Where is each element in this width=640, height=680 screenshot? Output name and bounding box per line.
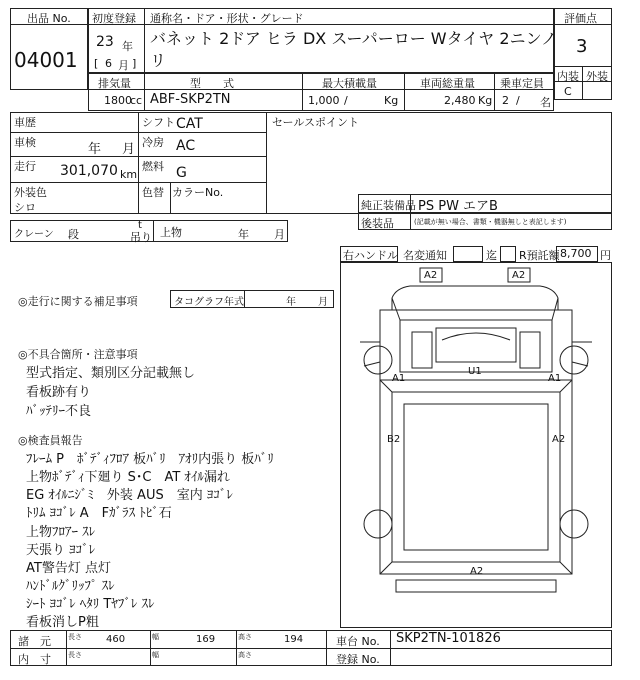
score-label: 評価点 <box>564 12 597 25</box>
max-load: 1,000 <box>308 94 340 107</box>
aftermarket-note: (記載が無い場合、書類・機器無しと表記します) <box>414 218 567 226</box>
car-name-line1: バネット 2ドア ヒラ DX スーパーロー Wタイヤ 2ニンノ <box>150 29 557 48</box>
model-label: 型 式 <box>190 77 234 90</box>
height-value: 194 <box>284 634 304 645</box>
mark-u1: U1 <box>468 366 482 377</box>
reg-month: 6 <box>105 57 112 70</box>
shift-label: シフト <box>142 116 175 129</box>
tachograph-label: タコグラフ年式 <box>174 297 244 308</box>
mark-a2-top-right: A2 <box>512 270 526 281</box>
equipment-label: 純正装備品 <box>361 199 416 212</box>
tachograph-year-unit: 年 <box>286 297 296 308</box>
meter-change-label: 名変通知 <box>403 249 447 262</box>
lot-number: 04001 <box>14 48 78 72</box>
color-code-label: カラーNo. <box>172 186 224 199</box>
aircon-label: 冷房 <box>142 136 164 149</box>
displacement-unit: cc <box>130 94 143 107</box>
mileage-label: 走行 <box>14 160 36 173</box>
aircon-value: AC <box>176 138 196 154</box>
inspector-line: EG ｵｲﾙﾆｼﾞﾐ 外装 AUS 室内 ﾖｺﾞﾚ <box>26 488 233 503</box>
reg-month-close: ] <box>132 57 137 70</box>
rhd-label: 右ハンドル <box>343 249 398 262</box>
int-width-label: 幅 <box>152 651 159 659</box>
inspector-label: ◎検査員報告 <box>18 434 83 447</box>
mark-a1-right: A1 <box>548 373 562 384</box>
max-load-unit: Kg <box>384 94 399 107</box>
exterior-grade-label: 外装 <box>586 70 608 83</box>
mileage-unit: km <box>120 168 138 181</box>
loading-month-unit: 月 <box>274 228 285 241</box>
inspection-year-unit: 年 <box>88 142 102 157</box>
crane-ton-unit: t <box>138 220 142 231</box>
inspector-line: AT警告灯 点灯 <box>26 561 111 576</box>
int-length-label: 長さ <box>68 651 82 659</box>
equipment-value: PS PW エアB <box>418 199 498 214</box>
mark-a2-top-left: A2 <box>424 270 438 281</box>
inspector-line: 上物ﾎﾞﾃﾞｨ下廻り S･C AT ｵｲﾙ漏れ <box>26 470 230 485</box>
capacity-unit: 名 <box>540 96 551 109</box>
defect-line: 型式指定、類別区分記載無し <box>26 366 196 381</box>
interior-grade: C <box>564 85 572 98</box>
reg-month-open: [ <box>94 57 99 70</box>
height-label: 高さ <box>238 633 252 641</box>
fuel-value: G <box>176 165 187 181</box>
interior-dims-label: 内 寸 <box>18 653 51 666</box>
recycle-amount: 8,700 <box>560 247 592 260</box>
max-load-label: 最大積載量 <box>322 77 377 90</box>
capacity-slash: / <box>516 94 520 107</box>
mileage-value: 301,070 <box>60 163 118 179</box>
inspector-line: ﾌﾚｰﾑ P ﾎﾞﾃﾞｨﾌﾛｱ 板ﾊﾞﾘ ｱｵﾘ内張り 板ﾊﾞﾘ <box>26 452 274 467</box>
car-name-line2: リ <box>150 51 167 70</box>
gross-weight: 2,480 <box>444 94 476 107</box>
length-label: 長さ <box>68 633 82 641</box>
inspector-line: 天張り ﾖｺﾞﾚ <box>26 543 96 558</box>
sales-point-label: セールスポイント <box>272 116 360 129</box>
lot-no-label: 出品 No. <box>27 12 71 25</box>
width-label: 幅 <box>152 633 159 641</box>
tachograph-month-unit: 月 <box>318 297 328 308</box>
int-height-label: 高さ <box>238 651 252 659</box>
aftermarket-label: 後装品 <box>361 217 394 230</box>
driving-label: ◎走行に関する補足事項 <box>18 295 138 308</box>
inspector-line: ﾄﾘﾑ ﾖｺﾞﾚ A Fｶﾞﾗｽ ﾄﾋﾞ石 <box>26 506 172 521</box>
capacity-label: 乗車定員 <box>500 77 544 90</box>
meter-change-box <box>453 246 483 262</box>
chassis-label: 車台 No. <box>336 635 380 648</box>
gross-weight-unit: Kg <box>478 94 493 107</box>
loading-year-unit: 年 <box>238 228 249 241</box>
reg-no-label: 登録 No. <box>336 653 380 666</box>
mark-a1-left: A1 <box>392 373 406 384</box>
meter-exceed-box <box>500 246 516 262</box>
defect-line: 看板跡有り <box>26 385 92 400</box>
car-name-label: 通称名・ドア・形状・グレード <box>150 12 304 25</box>
inspection-label: 車検 <box>14 136 36 149</box>
inspector-line: ﾊﾝﾄﾞﾙｸﾞﾘｯﾌﾟ ｽﾚ <box>26 579 115 594</box>
history-label: 車歴 <box>14 116 36 129</box>
defect-line: ﾊﾞｯﾃﾘｰ不良 <box>26 404 92 419</box>
inspector-line: 上物ﾌﾛｱｰ ｽﾚ <box>26 525 96 540</box>
color-no-label: 色替 <box>142 186 164 199</box>
max-load-slash: / <box>344 94 348 107</box>
reg-year-unit: 年 <box>122 40 133 53</box>
inspection-month-unit: 月 <box>122 142 136 157</box>
reg-year: 23 <box>96 34 114 50</box>
ext-color: シロ <box>14 201 36 214</box>
meter-exceed-label: 迄 <box>486 249 497 262</box>
score-value: 3 <box>576 36 588 57</box>
inspector-line: 看板消しP粗 <box>26 615 99 630</box>
shift-value: CAT <box>176 116 203 132</box>
exterior-dims-label: 諸 元 <box>18 635 51 648</box>
recycle-unit: 円 <box>600 249 611 262</box>
gross-weight-label: 車両総重量 <box>420 77 475 90</box>
mark-a2-right: A2 <box>552 434 566 445</box>
ext-color-label: 外装色 <box>14 186 47 199</box>
mark-b2-left: B2 <box>387 434 401 445</box>
model-value: ABF-SKP2TN <box>150 92 231 107</box>
loading-label: 上物 <box>160 226 182 239</box>
crane-stage-unit: 段 <box>68 228 79 241</box>
width-value: 169 <box>196 634 216 645</box>
length-value: 460 <box>106 634 126 645</box>
defects-label: ◎不具合箇所・注意事項 <box>18 348 138 361</box>
interior-grade-label: 内装 <box>557 70 579 83</box>
fuel-label: 燃料 <box>142 160 164 173</box>
crane-label: クレーン <box>14 229 54 240</box>
first-reg-label: 初度登録 <box>92 12 136 25</box>
inspector-line: ｼｰﾄ ﾖｺﾞﾚ ﾍﾀﾘ Tﾔﾌﾞﾚ ｽﾚ <box>26 597 155 612</box>
recycle-label: R預託額 <box>519 249 560 262</box>
reg-month-unit: 月 <box>118 59 129 72</box>
displacement-label: 排気量 <box>98 77 131 90</box>
crane-lift-unit: 吊り <box>130 231 152 244</box>
capacity: 2 <box>502 94 509 107</box>
chassis-value: SKP2TN-101826 <box>396 631 501 646</box>
mark-a2-bottom: A2 <box>470 566 484 577</box>
displacement: 1800 <box>104 94 132 107</box>
